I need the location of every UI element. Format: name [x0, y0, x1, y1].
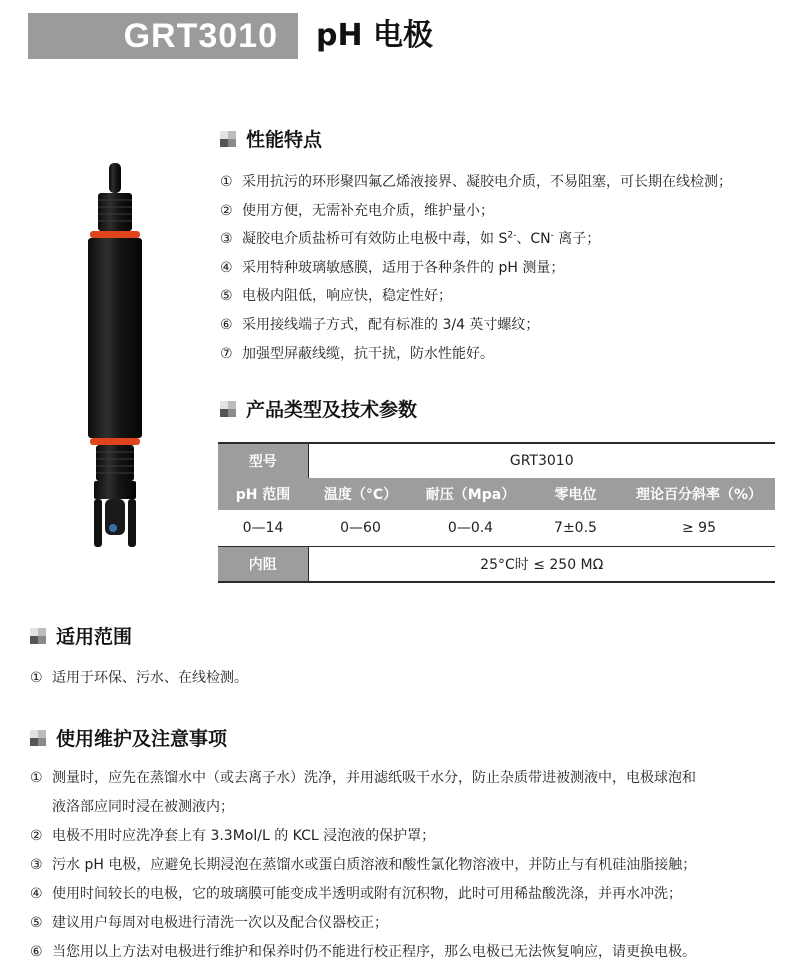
- model-code-banner: GRT3010: [28, 13, 298, 59]
- page-title: pH 电极: [316, 18, 434, 53]
- table-header-row: [218, 478, 775, 510]
- scope-heading: [30, 622, 132, 649]
- column-header: 理论百分斜率（%）: [623, 478, 775, 510]
- model-value: GRT3010: [308, 443, 775, 478]
- list-item: ⑥ 采用接线端子方式，配有标准的 3/4 英寸螺纹；: [220, 316, 540, 333]
- model-label: 型号: [218, 443, 308, 478]
- section-square-icon: [30, 730, 46, 746]
- table-cell: ≥ 95: [682, 520, 716, 536]
- list-item: ② 使用方便，无需补充电介质，维护量小；: [220, 202, 494, 219]
- section-square-icon: [220, 131, 236, 147]
- list-item: ① 采用抗污的环形聚四氟乙烯液接界、凝胶电介质，不易阻塞，可长期在线检测；: [220, 174, 732, 190]
- scope-title: 适用范围: [56, 626, 133, 648]
- section-square-icon: [30, 628, 46, 644]
- column-header: pH 范围: [218, 478, 308, 510]
- list-item: ⑤ 建议用户每周对电极进行清洗一次以及配合仪器校正；: [30, 915, 388, 931]
- list-item: ④ 使用时间较长的电极，它的玻璃膜可能变成半透明或附有沉积物，此时可用稀盐酸洗涤，并再水冲洗；: [30, 886, 682, 902]
- column-header: 耐压（Mpa）: [413, 478, 528, 510]
- list-item: ① 适用于环保、污水、在线检测。: [30, 670, 248, 686]
- ph-electrode-image: [70, 160, 160, 555]
- resistance-value: 25°C时 ≤ 250 MΩ: [308, 547, 775, 583]
- table-row: [218, 443, 775, 478]
- list-item: ⑤ 电极内阻低，响应快，稳定性好；: [220, 288, 452, 305]
- specs-heading: [220, 395, 417, 422]
- table-row: [218, 547, 775, 583]
- resistance-label: 内阻: [218, 547, 308, 583]
- list-item: ⑦ 加强型屏蔽线缆，抗干扰，防水性能好。: [220, 345, 494, 362]
- table-cell: 7±0.5: [554, 520, 597, 536]
- list-item: ③ 污水 pH 电极，应避免长期浸泡在蒸馏水或蛋白质溶液和酸性氯化物溶液中，并防止与有机硅油脂接触；: [30, 857, 697, 873]
- features-heading: [220, 125, 322, 152]
- column-header: 零电位: [528, 478, 623, 510]
- column-header: 温度（°C）: [308, 478, 413, 510]
- care-title: 使用维护及注意事项: [56, 728, 228, 750]
- table-row: [218, 510, 775, 547]
- list-item: ③ 凝胶电介质盐桥可有效防止电极中毒，如 $S^{2-}$、CN- 离子；: [220, 230, 601, 248]
- spec-table: [218, 442, 775, 583]
- features-title: 性能特点: [246, 129, 323, 151]
- care-list: [30, 764, 785, 967]
- care-heading: [30, 724, 227, 751]
- table-cell: 0—60: [340, 520, 381, 536]
- section-square-icon: [220, 401, 236, 417]
- specs-title: 产品类型及技术参数: [246, 399, 418, 421]
- list-item: ⑥ 当您用以上方法对电极进行维护和保养时仍不能进行校正程序，那么电极已无法恢复响应，请更换电极。: [30, 944, 696, 960]
- list-item: ① 测量时，应先在蒸馏水中（或去离子水）洗净，并用滤纸吸干水分，防止杂质带进被测液中，电极球泡和 液洛部应同时浸在被测液内；: [30, 770, 696, 815]
- table-cell: 0—14: [242, 520, 284, 536]
- table-cell: 0—0.4: [447, 520, 494, 536]
- scope-list: [30, 666, 248, 690]
- list-item: ② 电极不用时应洗净套上有 3.3Mol/L 的 KCL 浸泡液的保护罩；: [30, 828, 436, 844]
- features-list: [220, 168, 732, 368]
- list-item: ④ 采用特种玻璃敏感膜，适用于各种条件的 pH 测量；: [220, 259, 565, 276]
